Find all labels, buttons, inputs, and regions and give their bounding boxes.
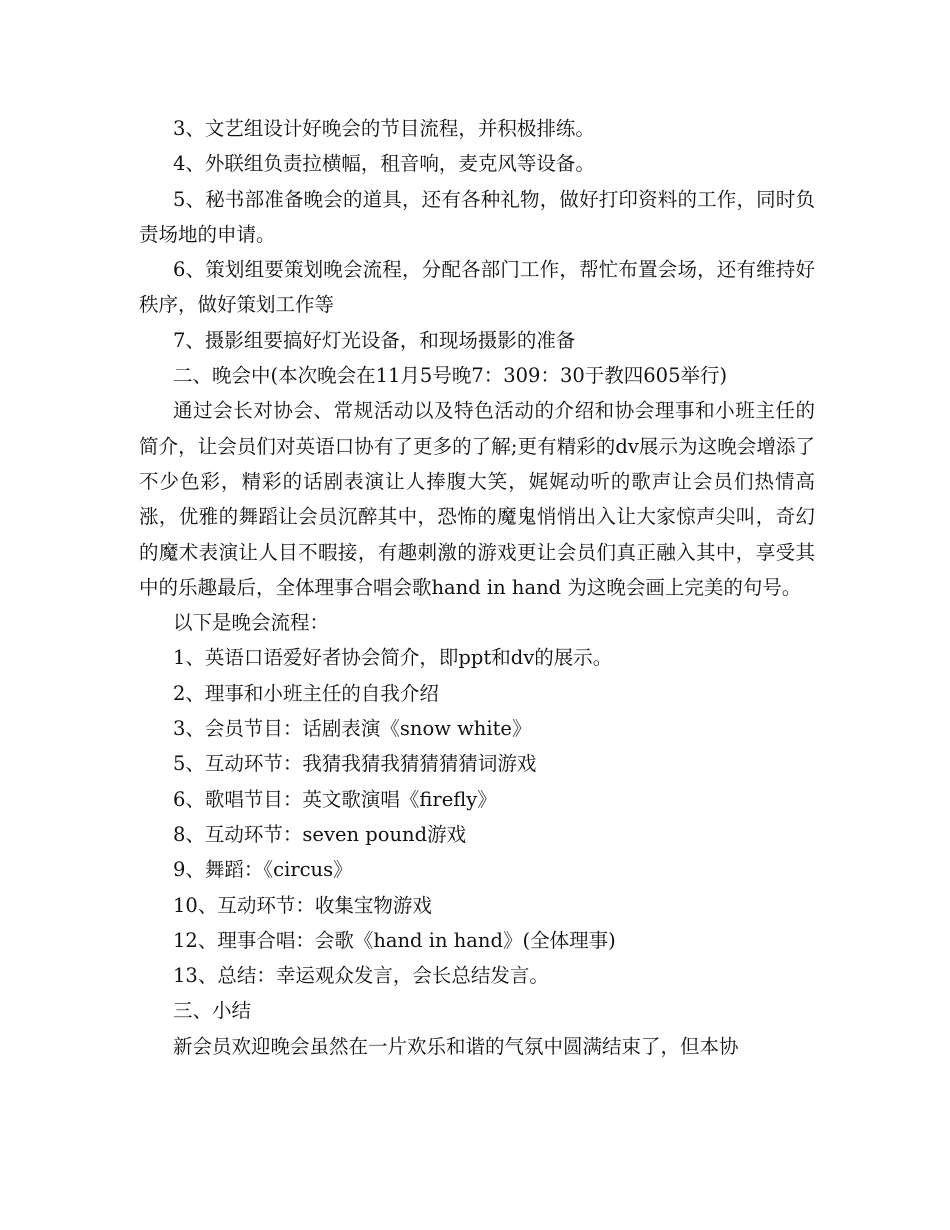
paragraph-3: 5、秘书部准备晚会的道具，还有各种礼物，做好打印资料的工作，同时负责场地的申请。	[139, 187, 815, 246]
paragraph-5: 7、摄影组要搞好灯光设备，和现场摄影的准备	[173, 328, 576, 352]
paragraph-2: 4、外联组负责拉横幅，租音响，麦克风等设备。	[173, 152, 595, 176]
document-body	[139, 111, 815, 1064]
paragraph-4: 6、策划组要策划晚会流程，分配各部门工作，帮忙布置会场，还有维持好秩序，做好策划工作等	[139, 258, 815, 317]
program-intro: 以下是晚会流程：	[173, 611, 330, 635]
paragraph-1: 3、文艺组设计好晚会的节目流程，并积极排练。	[173, 117, 595, 140]
program-item-1: 1、英语口语爱好者协会简介，即ppt和dv的展示。	[173, 646, 613, 670]
section-heading-2: 二、晚会中(本次晚会在11月5号晚7：309：30于教四605举行)	[173, 364, 728, 388]
program-item-3: 3、会员节目：话剧表演《snow white》	[173, 717, 532, 741]
paragraph-conclusion: 新会员欢迎晚会虽然在一片欢乐和谐的气氛中圆满结束了，但本协	[173, 1034, 739, 1058]
program-item-8: 8、互动环节：seven pound游戏	[173, 822, 467, 846]
program-item-6: 6、歌唱节目：英文歌演唱《firefly》	[173, 787, 497, 811]
program-item-10: 10、互动环节：收集宝物游戏	[173, 893, 432, 917]
program-item-9: 9、舞蹈：《circus》	[173, 858, 353, 882]
program-item-12: 12、理事合唱：会歌《hand in hand》(全体理事)	[173, 928, 616, 952]
paragraph-summary: 通过会长对协会、常规活动以及特色活动的介绍和协会理事和小班主任的简介，让会员们对英语口协有了更多的了解;更有精彩的dv展示为这晚会增添了不少色彩，精彩的话剧表演让人捧腹大笑，娓娓动听的歌声让会员们热情高涨，优雅的舞蹈让会员沉醉其中，恐怖的魔鬼悄悄出入让大家惊声尖叫，奇幻的魔术表演让人目不暇接，有趣刺激的游戏更让会员们真正融入其中，享受其中的乐趣最后，全体理事合唱会歌hand in hand 为这晚会画上完美的句号。	[139, 399, 815, 599]
program-item-13: 13、总结：幸运观众发言，会长总结发言。	[173, 964, 549, 988]
program-item-5: 5、互动环节：我猜我猜我猜猜猜猜词游戏	[173, 752, 537, 776]
program-item-2: 2、理事和小班主任的自我介绍	[173, 681, 439, 705]
section-heading-3: 三、小结	[173, 999, 252, 1023]
